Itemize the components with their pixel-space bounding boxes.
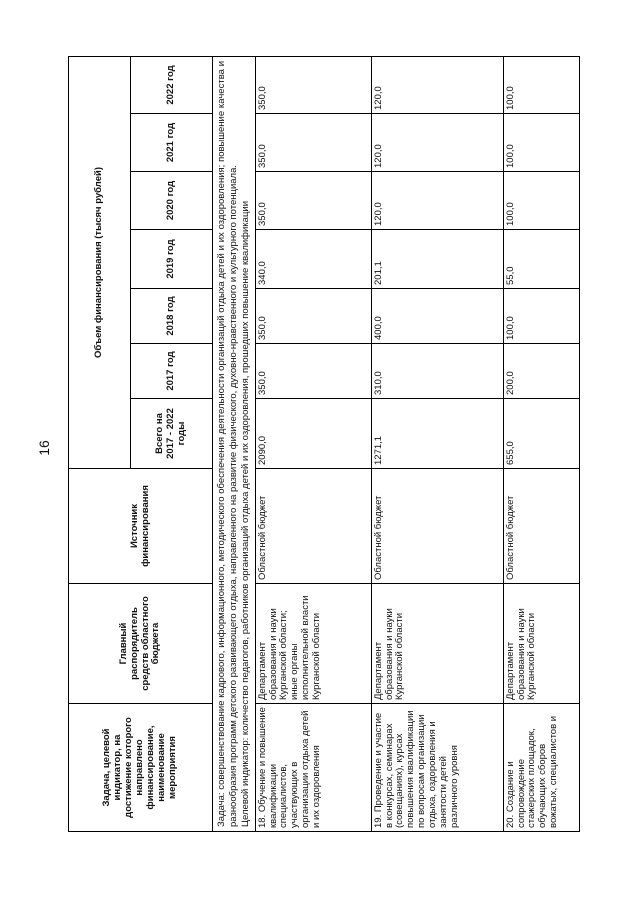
row-value-2020: 100,0 [503, 172, 579, 230]
row-value-2018: 100,0 [503, 289, 579, 344]
row-value-2019: 55,0 [503, 230, 579, 289]
header-year-2022: 2022 год [131, 56, 213, 113]
row-value-2022: 120,0 [371, 56, 503, 113]
header-task: Задача, целевой индикатор, на достижение которого направлено финансирование, наименование мероприятия [69, 704, 213, 832]
task-cell [213, 56, 256, 831]
row-name: 19. Проведение и участие в конкурсах, семинарах (совещаниях), курсах повышения квалификации по вопросам организации отдыха, оздоровления и занятости детей различного уровня [371, 704, 503, 832]
header-year-2019: 2019 год [131, 230, 213, 289]
task-row [213, 56, 256, 831]
table-row [255, 56, 371, 831]
header-year-2021: 2021 год [131, 114, 213, 172]
row-value-2017: 310,0 [371, 344, 503, 399]
table-row [371, 56, 503, 831]
row-source: Областной бюджет [255, 469, 371, 584]
row-name: 20. Создание и сопровождение стажерских площадок, обучающих сборов вожатых, специалистов и [503, 704, 579, 832]
row-value-2020: 120,0 [371, 172, 503, 230]
page-number: 16 [36, 440, 52, 456]
indicator-text: Целевой индикатор: количество педагогов, работников организаций отдыха детей и их оздоровления, прошедших повышение квалификации [239, 200, 251, 827]
row-name: 18. Обучение и повышение квалификации специалистов, участвующих в организации отдыха детей и их оздоровления [255, 704, 371, 832]
row-value-2017: 200,0 [503, 344, 579, 399]
row-source: Областной бюджет [503, 469, 579, 584]
row-distributor: Департамент образования и науки Курганской области; иные органы исполнительной власти Курганской области [255, 584, 371, 704]
row-value-2019: 201,1 [371, 230, 503, 289]
row-value-2020: 350,0 [255, 172, 371, 230]
header-volume: Объем финансирования (тысяч рублей) [69, 56, 131, 468]
row-value-2021: 100,0 [503, 114, 579, 172]
row-value-2021: 350,0 [255, 114, 371, 172]
row-value-2022: 100,0 [503, 56, 579, 113]
table-row [503, 56, 579, 831]
row-distributor: Департамент образования и науки Курганской области [371, 584, 503, 704]
header-year-total: Всего на 2017 - 2022 годы [131, 399, 213, 469]
row-value-2017: 350,0 [255, 344, 371, 399]
financing-table [68, 56, 580, 832]
rotated-table-container [68, 57, 608, 832]
row-value-total: 1271,1 [371, 399, 503, 469]
header-source: Источник финансирования [69, 469, 213, 584]
row-source: Областной бюджет [371, 469, 503, 584]
header-year-2020: 2020 год [131, 172, 213, 230]
row-value-2022: 350,0 [255, 56, 371, 113]
header-row-1 [69, 56, 131, 831]
row-value-total: 2090,0 [255, 399, 371, 469]
row-value-2018: 400,0 [371, 289, 503, 344]
header-distributor: Главный распорядитель средств областного бюджета [69, 584, 213, 704]
row-value-2019: 340,0 [255, 230, 371, 289]
task-text: Задача: совершенствование кадрового, информационного, методического обеспечения деятельности организаций отдыха детей и их оздоровления; повышение качества и разнообразия программ детского развивающего отдыха, направленного на развитие физического, духовно-нравственного и культурного потенциала. [216, 60, 239, 827]
row-value-total: 655,0 [503, 399, 579, 469]
row-value-2021: 120,0 [371, 114, 503, 172]
header-year-2018: 2018 год [131, 289, 213, 344]
row-distributor: Департамент образования и науки Курганской области [503, 584, 579, 704]
row-value-2018: 350,0 [255, 289, 371, 344]
header-year-2017: 2017 год [131, 344, 213, 399]
